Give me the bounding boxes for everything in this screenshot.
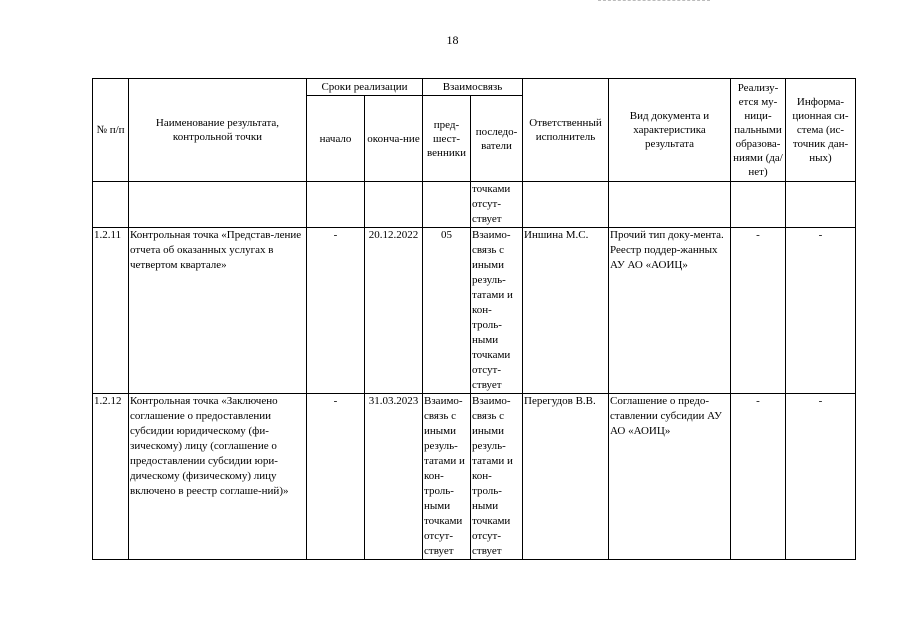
header-responsible: Ответственный исполнитель <box>523 79 609 182</box>
page-number: 18 <box>446 33 459 47</box>
top-edge-mark <box>598 0 710 2</box>
header-start: начало <box>307 96 365 182</box>
cell-municipal: - <box>731 228 786 394</box>
header-name: Наименование результата, контрольной точки <box>129 79 307 182</box>
cell-info: - <box>786 394 856 560</box>
header-links: Взаимосвязь <box>423 79 523 96</box>
cell-responsible: Иншина М.С. <box>523 228 609 394</box>
cell-succ: точками отсут-ствует <box>471 182 523 228</box>
cell-doc <box>609 182 731 228</box>
cell-info: - <box>786 228 856 394</box>
table-row <box>93 394 856 560</box>
cell-end: 31.03.2023 <box>365 394 423 560</box>
cell-name: Контрольная точка «Представ-ление отчета об оказанных услугах в четвертом квартале» <box>129 228 307 394</box>
cell-num: 1.2.12 <box>93 394 129 560</box>
cell-name: Контрольная точка «Заключено соглашение о предоставлении субсидии юридическому (фи-зическому) лицу (соглашение о предоставлении субсидии юри-дическому (физическому) лицу включено в реестр соглаше-ний)» <box>129 394 307 560</box>
cell-start: - <box>307 228 365 394</box>
cell-num <box>93 182 129 228</box>
cell-pred <box>423 182 471 228</box>
cell-doc: Прочий тип доку-мента. Реестр поддер-жанных АУ АО «АОИЦ» <box>609 228 731 394</box>
plan-table <box>92 78 856 560</box>
cell-pred: 05 <box>423 228 471 394</box>
cell-doc: Соглашение о предо-ставлении субсидии АУ АО «АОИЦ» <box>609 394 731 560</box>
cell-end <box>365 182 423 228</box>
cell-info <box>786 182 856 228</box>
header-num: № п/п <box>93 79 129 182</box>
header-deadlines: Сроки реализации <box>307 79 423 96</box>
cell-succ: Взаимо-связь с иными резуль-татами и кон-троль-ными точками отсут-ствует <box>471 394 523 560</box>
header-predecessors: пред-шест-венники <box>423 96 471 182</box>
table-row <box>93 228 856 394</box>
cell-municipal <box>731 182 786 228</box>
header-info-system: Информа-ционная си-стема (ис-точник дан-ных) <box>786 79 856 182</box>
cell-municipal: - <box>731 394 786 560</box>
cell-name <box>129 182 307 228</box>
cell-succ: Взаимо-связь с иными резуль-татами и кон-троль-ными точками отсут-ствует <box>471 228 523 394</box>
table-row <box>93 182 856 228</box>
cell-responsible <box>523 182 609 228</box>
cell-pred: Взаимо-связь с иными резуль-татами и кон-троль-ными точками отсут-ствует <box>423 394 471 560</box>
cell-responsible: Перегудов В.В. <box>523 394 609 560</box>
header-successors: последо-ватели <box>471 96 523 182</box>
cell-start: - <box>307 394 365 560</box>
cell-end: 20.12.2022 <box>365 228 423 394</box>
header-municipal: Реализу-ется му-ници-пальными образова-ниями (да/нет) <box>731 79 786 182</box>
cell-start <box>307 182 365 228</box>
header-doc-type: Вид документа и характеристика результата <box>609 79 731 182</box>
cell-num: 1.2.11 <box>93 228 129 394</box>
header-end: оконча-ние <box>365 96 423 182</box>
